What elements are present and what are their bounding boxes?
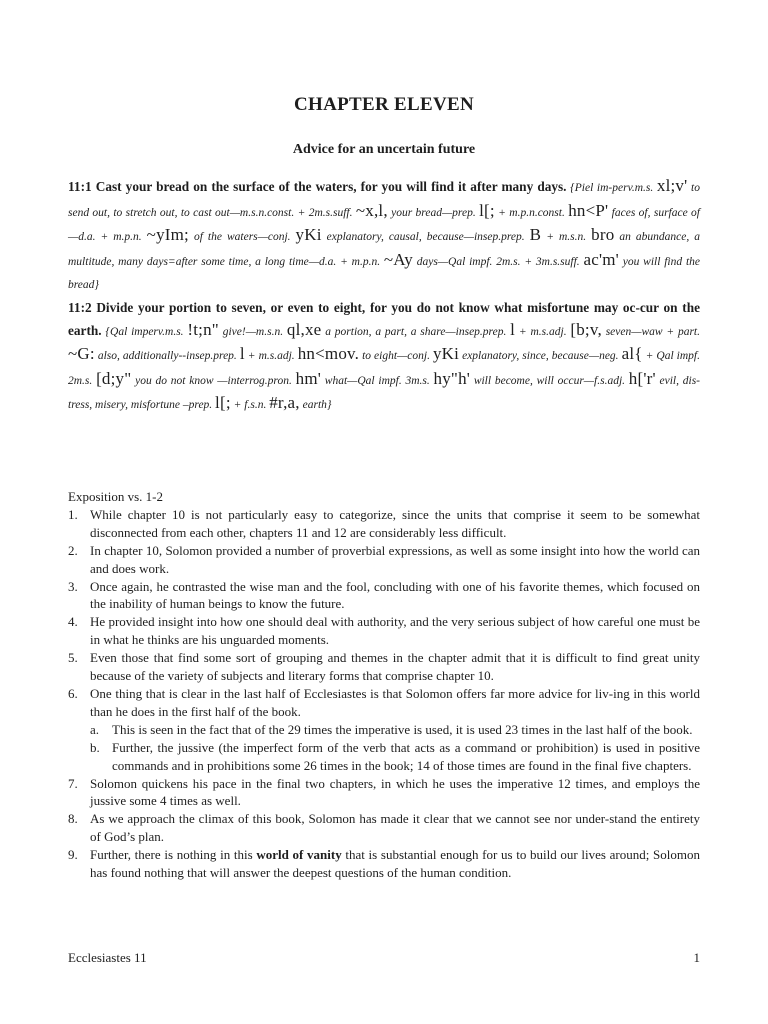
hebrew-word: al{ <box>621 344 643 364</box>
hebrew-word: hm' <box>295 368 322 388</box>
hebrew-word: #r,a, <box>269 393 300 413</box>
hebrew-word: ql,xe <box>286 319 322 339</box>
hebrew-word: l[; <box>479 200 495 220</box>
page-footer <box>68 950 700 966</box>
list-item: 5. Even those that find some sort of grouping and themes in the chapter admit that it is difficult to find great unity because of the variety of subjects and literary forms that comprise chapter 10. <box>68 650 700 684</box>
grammar-notes: {Qal imperv.m.s. !t;n" give!—m.s.n. ql,xe a portion, a part, a share—insep.prep. l + m.s.adj. [b;v, seven—waw + part. ~G: also, additionally--insep.prep. l + m.s.adj. hn<mov. to eight—conj. yKi explanatory, since, because—neg. al{ + Qal impf. 2m.s. [d;y" you do not know —interrog.pron. hm' what—Qal impf. 3m.s. hy"h' will become, will occur—f.s.adj. h['r' evil, dis-tress, misery, misfortune –prep. l[; + f.s.n. #r,a, earth} <box>68 319 701 413</box>
exposition-section <box>68 488 700 882</box>
hebrew-word: !t;n" <box>187 319 219 339</box>
hebrew-word: ~yIm; <box>146 225 189 245</box>
hebrew-word: l <box>239 344 245 364</box>
hebrew-word: ~G: <box>68 344 95 364</box>
verse-11-2 <box>68 297 700 417</box>
list-item: 7. Solomon quickens his pace in the final two chapters, in which he uses the imperative 12 times, and employs the jussive some 4 times as well. <box>68 775 700 809</box>
exposition-list <box>68 506 700 882</box>
hebrew-word: B <box>529 225 542 245</box>
hebrew-word: ~Ay <box>383 249 413 269</box>
hebrew-word: yKi <box>432 344 460 364</box>
sub-list-item: a. This is seen in the fact that of the 29 times the imperative is used, it is used 23 times in the last half of the book. <box>90 721 693 737</box>
list-item: 6. One thing that is clear in the last half of Ecclesiastes is that Solomon offers far more advice for liv-ing in this world than he does in the first half of the book. a. This is seen in the fact that of the 29 times the imperative is used, it is used 23 times in the last half of the book. b. Further, the jussive (the imperfect form of the verb that acts as a command or prohibition) is used in positive commands and in prohibitions some 26 times in the book; 14 of those times are found in the final five chapters. <box>68 685 700 773</box>
verse-section <box>68 175 700 417</box>
list-item: 3. Once again, he contrasted the wise man and the fool, concluding with one of his favorite themes, which focused on the inability of human beings to know the future. <box>68 578 700 612</box>
hebrew-word: ~x,l, <box>355 200 388 220</box>
exposition-heading: Exposition vs. 1-2 <box>68 489 163 504</box>
hebrew-word: xl;v' <box>656 176 688 195</box>
hebrew-word: h['r' <box>628 368 656 388</box>
hebrew-word: ac'm' <box>583 249 619 269</box>
list-item: 4. He provided insight into how one should deal with authority, and the very serious subject of how careful one must be in what he thinks are his unguarded moments. <box>68 614 700 648</box>
hebrew-word: hy"h' <box>433 368 471 388</box>
footer-book-title: Ecclesiastes 11 <box>68 950 147 965</box>
emphasis-text: world of vanity <box>256 847 342 863</box>
list-item: 2. In chapter 10, Solomon provided a number of proverbial expressions, as well as some insight into how the world can and does work. <box>68 542 700 576</box>
grammar-notes: {Piel im-perv.m.s. xl;v' to send out, to stretch out, to cast out—m.s.n.const. + 2m.s.suff. ~x,l, your bread—prep. l[; + m.p.n.const. hn<P' faces of, surface of—d.a. + m.p.n. ~yIm; of the waters—conj. yKi explanatory, causal, because—insep.prep. B + m.s.n. bro an abundance, a multitude, many days=after some time, a long time—d.a. + m.p.n. ~Ay days—Qal impf. 2m.s. + 3m.s.suff. ac'm' you will find the bread} <box>68 176 701 292</box>
page-number: 1 <box>693 950 700 965</box>
sub-list <box>90 721 700 775</box>
hebrew-word: l[; <box>215 393 231 413</box>
list-item: 1. While chapter 10 is not particularly easy to categorize, since the units that comprise it seem to be somewhat disconnected from each other, chapters 11 and 12 are considerably less difficult. <box>68 506 700 540</box>
hebrew-word: [d;y" <box>96 368 132 388</box>
list-item: 8. As we approach the climax of this book, Solomon has made it clear that we cannot see nor under-stand the entirety of God’s plan. <box>68 811 700 845</box>
hebrew-word: l <box>510 319 516 339</box>
hebrew-word: yKi <box>295 225 322 245</box>
verse-11-1 <box>68 175 700 297</box>
verse-heading: 11:1 Cast your bread on the surface of the waters, for you will find it after many days. <box>68 179 567 194</box>
sub-list-item: b. Further, the jussive (the imperfect form of the verb that acts as a command or prohibition) is used in positive commands and in prohibitions some 26 times in the book; 14 of those times are found in the final five chapters. <box>90 739 700 773</box>
hebrew-word: [b;v, <box>570 319 602 339</box>
list-item: 9. Further, there is nothing in this world of vanity that is substantial enough for us to build our lives around; Solomon has found nothing that will answer the deepest questions of the human condition. <box>68 847 700 881</box>
section-subtitle: Advice for an uncertain future <box>292 142 476 157</box>
hebrew-word: hn<mov. <box>297 344 360 364</box>
hebrew-word: bro <box>591 225 615 245</box>
chapter-title: CHAPTER ELEVEN <box>294 94 474 115</box>
hebrew-word: hn<P' <box>568 200 609 220</box>
verse-heading: 11:2 Divide your portion to seven, or even to eight, for you do not know what misfortune may oc-cur on the earth. <box>68 299 700 338</box>
